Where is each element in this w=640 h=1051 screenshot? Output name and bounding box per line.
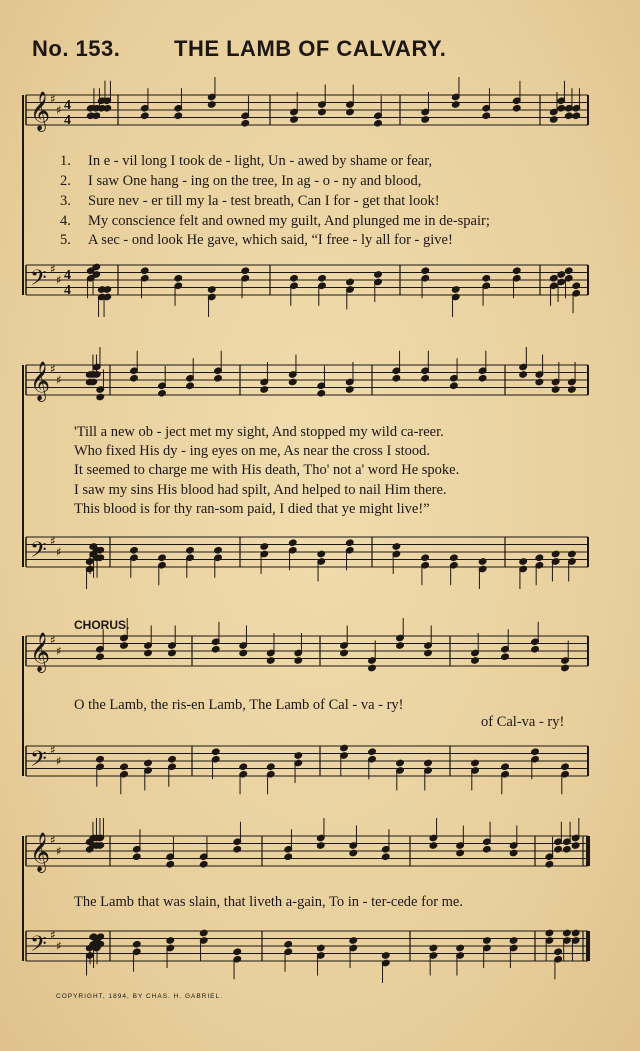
note-head: [340, 649, 349, 657]
note-head: [288, 539, 297, 547]
sharp-icon: ♯: [50, 534, 56, 548]
note-head: [260, 543, 269, 551]
sharp-icon: ♯: [50, 633, 56, 647]
note-head: [512, 267, 521, 275]
note-head: [545, 860, 554, 868]
note-head: [535, 378, 544, 386]
note-head: [316, 944, 325, 952]
note-head: [396, 642, 405, 650]
note-head: [186, 546, 195, 554]
note-head: [96, 653, 105, 661]
note-head: [554, 845, 563, 853]
note-head: [345, 386, 354, 394]
note-head: [96, 755, 105, 763]
sharp-icon: ♯: [50, 833, 56, 847]
note-head: [211, 748, 220, 756]
note-head: [483, 845, 492, 853]
bass-clef-icon: 𝄢: [30, 538, 47, 568]
note-head: [316, 842, 325, 850]
note-head: [199, 860, 208, 868]
sharp-icon: ♯: [50, 743, 56, 757]
sharp-icon: ♯: [56, 754, 62, 768]
verse-number-1: 1.: [60, 153, 71, 169]
note-head: [509, 849, 518, 857]
note-head: [130, 374, 139, 382]
verse-5-line-1: A sec - ond look He gave, which said, “I free - ly all for - give!: [88, 232, 453, 248]
note-head: [519, 371, 528, 379]
verse-number-5: 5.: [60, 232, 71, 248]
note-head: [368, 748, 377, 756]
note-head: [374, 119, 383, 127]
note-head: [561, 664, 570, 672]
note-head: [233, 845, 242, 853]
note-head: [144, 649, 153, 657]
verse-number-4: 4.: [60, 213, 71, 229]
note-head: [381, 853, 390, 861]
note-head: [482, 274, 491, 282]
note-head: [424, 649, 433, 657]
note-head: [531, 748, 540, 756]
sharp-icon: ♯: [56, 373, 62, 387]
note-head: [564, 267, 573, 275]
sharp-icon: ♯: [56, 844, 62, 858]
hymn-title: THE LAMB OF CALVARY.: [174, 36, 447, 61]
note-head: [545, 929, 554, 937]
note-head: [482, 112, 491, 120]
note-head: [531, 645, 540, 653]
note-head: [429, 944, 438, 952]
note-head: [392, 374, 401, 382]
note-head: [509, 937, 518, 945]
note-head: [421, 267, 430, 275]
note-head: [478, 374, 487, 382]
note-head: [239, 649, 248, 657]
note-head: [120, 763, 129, 771]
note-head: [421, 116, 430, 124]
verse-1-line-2: 'Till a new ob - ject met my sight, And stopped my wild ca-reer.: [74, 424, 444, 440]
sharp-icon: ♯: [50, 92, 56, 106]
bass-clef-icon: 𝄢: [30, 747, 47, 777]
note-head: [317, 389, 326, 397]
note-head: [549, 116, 558, 124]
note-head: [260, 386, 269, 394]
note-head: [451, 101, 460, 109]
time-signature: 4: [64, 113, 71, 128]
note-head: [290, 274, 299, 282]
verse-2-line-1: I saw One hang - ing on the tree, In ag - o - ny and blood,: [88, 173, 422, 189]
note-head: [168, 649, 177, 657]
note-head: [429, 842, 438, 850]
sharp-icon: ♯: [56, 545, 62, 559]
note-head: [392, 543, 401, 551]
treble-clef-icon: 𝄞: [30, 91, 51, 131]
time-signature: 4: [64, 268, 71, 283]
note-head: [374, 271, 383, 279]
note-head: [199, 929, 208, 937]
note-head: [563, 929, 572, 937]
verse-number-3: 3.: [60, 193, 71, 209]
note-head: [471, 657, 480, 665]
note-head: [561, 763, 570, 771]
note-head: [294, 657, 303, 665]
note-head: [572, 112, 581, 120]
note-head: [92, 263, 101, 271]
note-head: [207, 286, 216, 294]
verse-4-line-2: I saw my sins His blood had spilt, And helped to nail Him there.: [74, 482, 447, 498]
note-head: [396, 759, 405, 767]
chorus-line-2: The Lamb that was slain, that liveth a-gain, To in - ter-cede for me.: [74, 894, 463, 910]
verse-3-line-1: Sure nev - er till my la - test breath, Can I for - get that look!: [88, 193, 440, 209]
note-head: [381, 952, 390, 960]
note-head: [241, 267, 250, 275]
note-head: [557, 104, 566, 112]
note-head: [168, 755, 177, 763]
note-head: [140, 267, 149, 275]
verse-number-2: 2.: [60, 173, 71, 189]
note-head: [266, 657, 275, 665]
chorus-label: CHORUS.: [74, 618, 130, 632]
sharp-icon: ♯: [50, 262, 56, 276]
note-head: [96, 393, 105, 401]
treble-clef-icon: 𝄞: [30, 361, 51, 401]
sharp-icon: ♯: [56, 644, 62, 658]
bass-clef-icon: 𝄢: [30, 932, 47, 962]
note-head: [483, 937, 492, 945]
note-head: [450, 554, 459, 562]
note-head: [132, 853, 141, 861]
note-head: [140, 112, 149, 120]
note-head: [535, 554, 544, 562]
note-head: [512, 104, 521, 112]
note-head: [571, 929, 580, 937]
note-head: [554, 948, 563, 956]
note-head: [346, 108, 355, 116]
sharp-icon: ♯: [56, 103, 62, 117]
note-head: [186, 382, 195, 390]
note-head: [207, 101, 216, 109]
note-head: [284, 853, 293, 861]
note-head: [501, 653, 510, 661]
note-head: [568, 550, 577, 558]
note-head: [211, 645, 220, 653]
note-head: [456, 849, 465, 857]
note-head: [214, 546, 223, 554]
bass-clef-icon: 𝄢: [30, 266, 47, 296]
note-head: [290, 116, 299, 124]
verse-4-line-1: My conscience felt and owned my guilt, And plunged me in de-spair;: [88, 213, 490, 229]
note-head: [424, 759, 433, 767]
note-head: [284, 940, 293, 948]
verse-3-line-2: It seemed to charge me with His death, Tho' not a' word He spoke.: [74, 462, 460, 478]
treble-clef-icon: 𝄞: [30, 632, 51, 672]
note-head: [158, 554, 167, 562]
verse-1-line-1: In e - vil long I took de - light, Un - awed by shame or fear,: [88, 153, 433, 169]
note-head: [563, 845, 572, 853]
note-head: [174, 112, 183, 120]
chorus-line-1: O the Lamb, the ris-en Lamb, The Lamb of Cal - va - ry!: [74, 697, 404, 713]
note-head: [294, 752, 303, 760]
note-head: [345, 539, 354, 547]
note-head: [571, 842, 580, 850]
note-head: [317, 550, 326, 558]
verse-2-line-2: Who fixed His dy - ing eyes on me, As near the cross I stood.: [74, 443, 430, 459]
note-head: [318, 274, 327, 282]
sharp-icon: ♯: [56, 939, 62, 953]
verse-5-line-2: This blood is for thy ran-som paid, I died that ye might live!”: [74, 501, 430, 517]
note-head: [549, 274, 558, 282]
note-head: [241, 119, 250, 127]
note-head: [421, 374, 430, 382]
note-head: [132, 940, 141, 948]
sharp-icon: ♯: [50, 928, 56, 942]
note-head: [158, 389, 167, 397]
note-head: [318, 108, 327, 116]
note-head: [421, 554, 430, 562]
note-head: [501, 763, 510, 771]
note-head: [166, 860, 175, 868]
note-head: [564, 112, 573, 120]
note-head: [519, 558, 528, 566]
note-head: [214, 374, 223, 382]
note-head: [349, 937, 358, 945]
chorus-echo: of Cal-va - ry!: [481, 714, 565, 730]
note-head: [174, 274, 183, 282]
note-head: [557, 271, 566, 279]
note-head: [120, 642, 129, 650]
note-head: [551, 550, 560, 558]
note-head: [471, 759, 480, 767]
note-head: [166, 937, 175, 945]
note-head: [478, 558, 487, 566]
hymn-number: No. 153.: [32, 36, 121, 61]
treble-clef-icon: 𝄞: [30, 832, 51, 872]
note-head: [340, 744, 349, 752]
note-head: [349, 849, 358, 857]
note-head: [346, 278, 355, 286]
note-head: [368, 664, 377, 672]
time-signature: 4: [64, 283, 71, 298]
copyright-notice: COPYRIGHT, 1894, BY CHAS. H. GABRIEL.: [56, 993, 223, 1000]
note-head: [572, 282, 581, 290]
note-head: [130, 546, 139, 554]
time-signature: 4: [64, 98, 71, 113]
note-head: [450, 382, 459, 390]
note-head: [456, 944, 465, 952]
note-head: [144, 759, 153, 767]
note-head: [233, 948, 242, 956]
note-head: [239, 763, 248, 771]
sharp-icon: ♯: [56, 273, 62, 287]
note-head: [451, 286, 460, 294]
note-head: [568, 386, 577, 394]
note-head: [551, 386, 560, 394]
note-head: [266, 763, 275, 771]
sharp-icon: ♯: [50, 362, 56, 376]
note-head: [288, 378, 297, 386]
note-head: [96, 933, 105, 941]
